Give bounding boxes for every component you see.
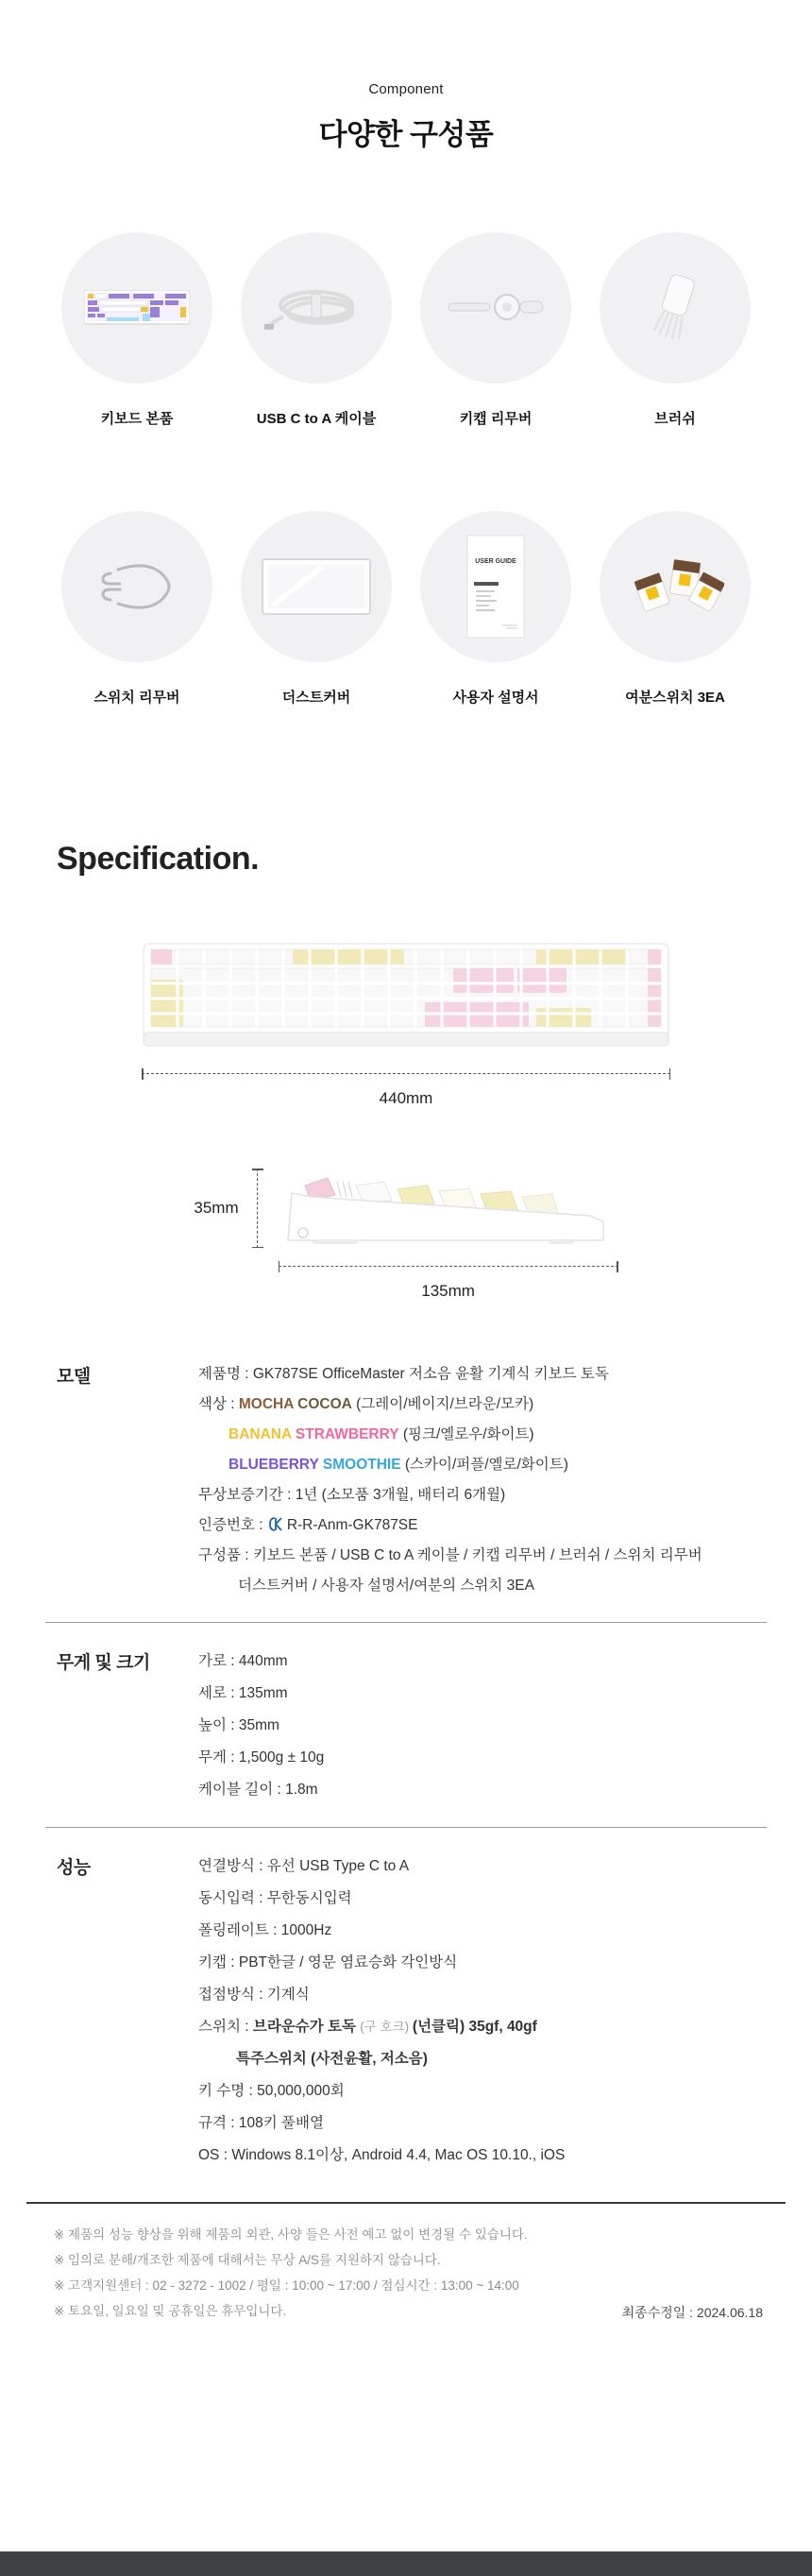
switch-row: 스위치 : 브라운슈가 토독 (구 호크) (넌클릭) 35gf, 40gf (198, 2019, 537, 2035)
component-label: 사용자 설명서 (452, 690, 539, 706)
component-label: 키캡 리무버 (459, 411, 533, 427)
user-guide-icon (466, 535, 525, 639)
colorway-row: BLUEBERRY SMOOTHIE (스카이/퍼플/옐로/화이트) (228, 1457, 568, 1473)
footnote: ※ 고객지원센터 : 02 - 3272 - 1002 / 평일 : 10:00 ~ 17:00 / 점심시간 : 13:00 ~ 14:00 (54, 2278, 519, 2293)
spec-row: OS : Windows 8.1이상, Android 4.4, Mac OS 10.10., iOS (198, 2147, 566, 2163)
spec-row: 가로 : 440mm (198, 1653, 288, 1669)
weight-size-section (57, 1646, 755, 1806)
usb-cable-icon (264, 284, 368, 332)
footnote: ※ 토요일, 일요일 및 공휴일은 휴무입니다. (54, 2304, 287, 2318)
footnote-divider (26, 2202, 786, 2204)
component-label: 브러쉬 (654, 411, 696, 427)
component-item-dust-cover (227, 511, 406, 707)
width-dimension-label: 440mm (379, 1089, 433, 1107)
section-eyebrow: Component (368, 81, 444, 97)
colorway-name: MOCHA (238, 1396, 298, 1412)
section-divider (45, 1622, 767, 1623)
spec-row: 폴링레이트 : 1000Hz (198, 1922, 332, 1938)
brush-icon (630, 274, 720, 342)
depth-dimension-label: 135mm (421, 1282, 475, 1300)
component-section-title: 다양한 구성품 (318, 118, 494, 151)
width-measure-line (142, 1068, 670, 1080)
last-modified-date: 최종수정일 : 2024.06.18 (621, 2305, 763, 2320)
spec-row: 높이 : 35mm (198, 1717, 279, 1733)
spec-row: 규격 : 108키 풀배열 (198, 2115, 324, 2131)
spec-row: 키캡 : PBT한글 / 영문 염료승화 각인방식 (198, 1954, 458, 1970)
spec-row: 접점방식 : 기계식 (198, 1987, 310, 2003)
component-item-user-guide (406, 511, 585, 707)
component-item-spare-switches (585, 511, 765, 707)
colorway-name: BLUEBERRY (228, 1457, 323, 1473)
spec-row: 동시입력 : 무한동시입력 (198, 1890, 352, 1906)
colorway-row: BANANA STRAWBERRY (핑크/옐로우/화이트) (228, 1426, 534, 1442)
height-measure-line (252, 1169, 263, 1248)
component-label: 더스트커버 (281, 690, 351, 706)
footnote: ※ 제품의 성능 향상을 위해 제품의 외관, 사양 들은 사전 예고 없이 변경될 수 있습니다. (54, 2227, 528, 2242)
dust-cover-icon (261, 555, 372, 618)
switch-row-2: 특주스위치 (사전윤활, 저소음) (236, 2051, 428, 2067)
product-name-row: 제품명 : GK787SE OfficeMaster 저소음 윤활 기계식 키보드 토독 (198, 1366, 609, 1382)
component-item-keycap-remover (406, 232, 585, 428)
components-row: 구성품 : 키보드 본품 / USB C to A 케이블 / 키캡 리무버 / 브러쉬 / 스위치 리무버 (198, 1547, 702, 1563)
certification-row: 인증번호 : R-R-Anm-GK787SE (198, 1517, 418, 1533)
component-item-cable (227, 232, 406, 428)
keyboard-side-view-figure (0, 1169, 812, 1301)
spec-row: 케이블 길이 : 1.8m (198, 1782, 318, 1798)
keyboard-side-view-image (279, 1169, 618, 1248)
user-guide-title-text: USER GUIDE (475, 558, 516, 565)
keyboard-top-view-image (142, 942, 670, 1053)
spare-switches-icon (626, 544, 724, 629)
warranty-row: 무상보증기간 : 1년 (소모품 3개월, 배터리 6개월) (198, 1487, 506, 1503)
components-row: 더스트커버 / 사용자 설명서/여분의 스위치 3EA (238, 1578, 534, 1594)
footnote: ※ 임의로 분해/개조한 제품에 대해서는 무상 A/S를 지원하지 않습니다. (54, 2253, 441, 2267)
component-label: 여분스위치 3EA (625, 690, 725, 706)
model-heading: 모델 (57, 1367, 91, 1387)
spec-row: 키 수명 : 50,000,000회 (198, 2083, 345, 2099)
weight-size-heading: 무게 및 크기 (57, 1653, 150, 1673)
spec-row: 무게 : 1,500g ± 10g (198, 1749, 325, 1766)
colorway-name: STRAWBERRY (295, 1426, 399, 1442)
spec-row: 연결방식 : 유선 USB Type C to A (198, 1858, 410, 1874)
height-dimension-label: 35mm (194, 1199, 239, 1217)
kc-certification-icon (269, 1516, 283, 1532)
model-section (57, 1359, 755, 1601)
section-divider (45, 1827, 767, 1828)
depth-measure-line (279, 1261, 618, 1272)
component-item-switch-remover (47, 511, 227, 707)
spec-row: 세로 : 135mm (198, 1685, 288, 1701)
component-item-brush (585, 232, 765, 428)
switch-remover-icon (97, 556, 177, 617)
page-footer-bar (0, 2551, 812, 2576)
performance-section (57, 1851, 755, 2172)
keycap-remover-icon (447, 292, 545, 324)
component-label: USB C to A 케이블 (256, 411, 377, 427)
colorway-name: SMOOTHIE (322, 1457, 401, 1473)
keyboard-top-view-figure (0, 942, 812, 1108)
component-label: 스위치 리무버 (93, 690, 180, 706)
keyboard-icon (84, 290, 190, 326)
component-label: 키보드 본품 (100, 411, 174, 427)
specification-title: Specification. (57, 841, 260, 877)
component-grid (0, 232, 812, 707)
performance-heading: 성능 (57, 1858, 91, 1878)
component-item-keyboard (47, 232, 227, 428)
colorway-row: 색상 : MOCHA COCOA (그레이/베이지/브라운/모카) (198, 1396, 534, 1412)
colorway-name: BANANA (228, 1426, 296, 1442)
colorway-name: COCOA (297, 1396, 352, 1412)
